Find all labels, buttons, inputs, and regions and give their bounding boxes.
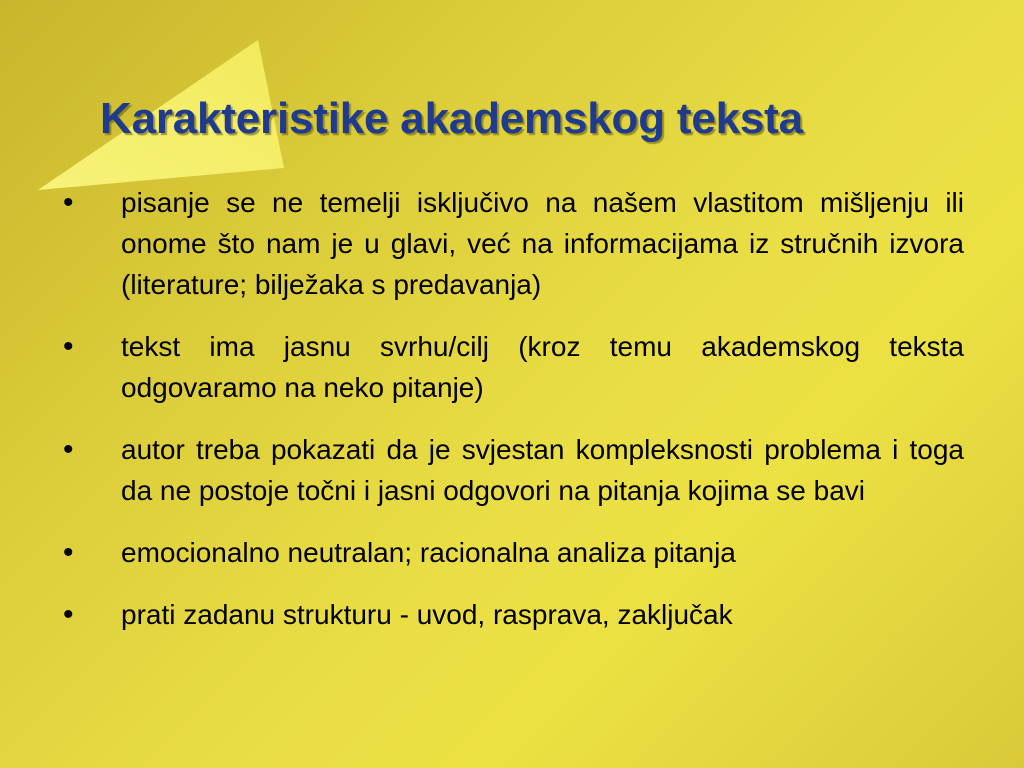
bullet-text: emocionalno neutralan; racionalna analiza pitanja: [121, 537, 736, 568]
bullet-item: [60, 326, 964, 408]
bullet-item: [60, 182, 964, 305]
bullet-icon: •: [63, 433, 74, 466]
bullet-text: prati zadanu strukturu - uvod, rasprava, zaključak: [121, 599, 733, 630]
bullet-text: autor treba pokazati da je svjestan kompleksnosti problema i toga da ne postoje točni i jasni odgovori na pitanja kojima se bavi: [121, 434, 964, 506]
bullet-item: [60, 532, 964, 573]
bullet-icon: •: [63, 598, 74, 631]
slide-title: Karakteristike akademskog teksta: [100, 94, 803, 143]
bullet-text: pisanje se ne temelji isključivo na našem vlastitom mišljenju ili onome što nam je u glavi, već na informacijama iz stručnih izvora (literature; bilježaka s predavanja): [121, 187, 964, 300]
bullet-list: [60, 182, 964, 635]
bullet-icon: •: [63, 536, 74, 569]
bullet-icon: •: [63, 186, 74, 219]
bullet-text: tekst ima jasnu svrhu/cilj (kroz temu akademskog teksta odgovaramo na neko pitanje): [121, 331, 964, 403]
bullet-icon: •: [63, 330, 74, 363]
bullet-item: [60, 594, 964, 635]
bullet-item: [60, 429, 964, 511]
